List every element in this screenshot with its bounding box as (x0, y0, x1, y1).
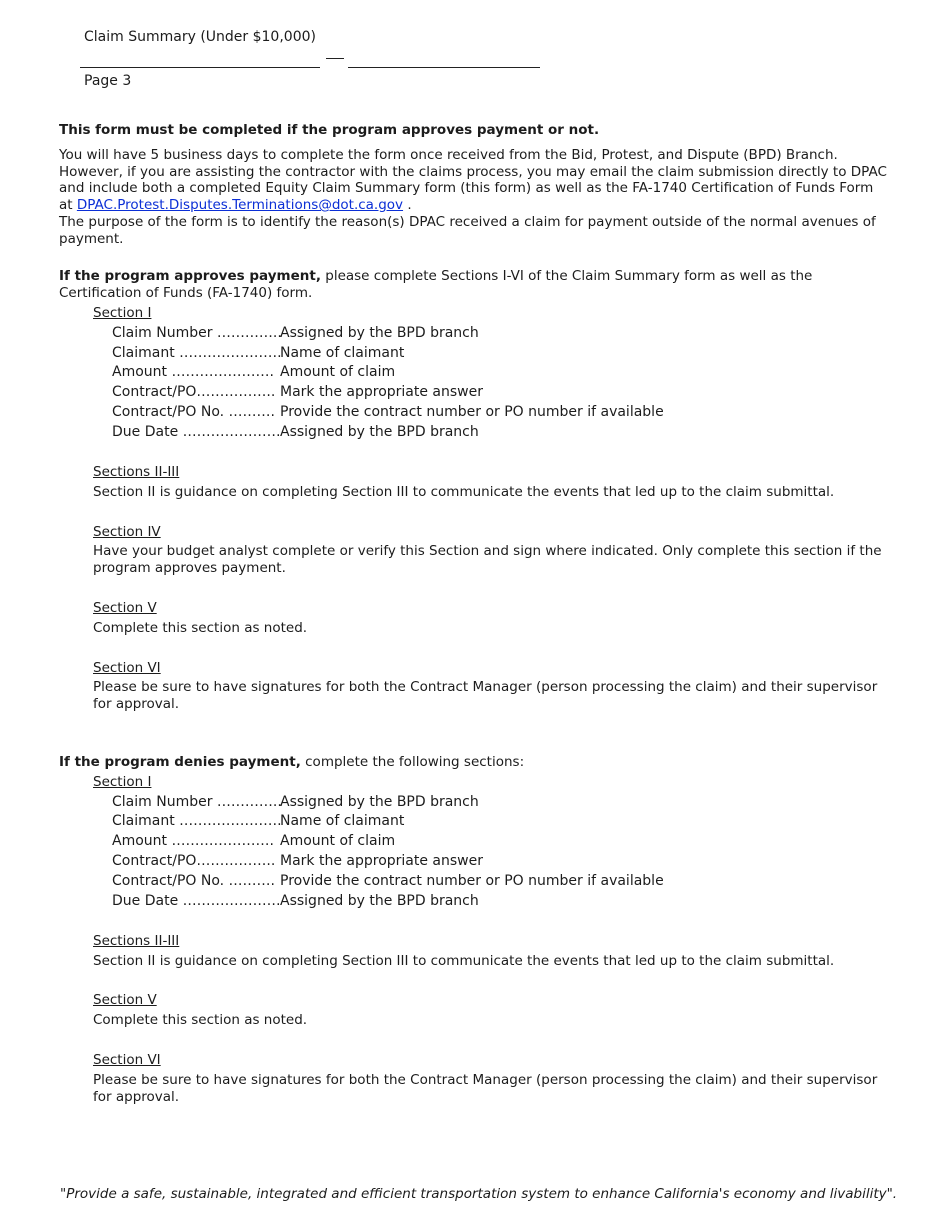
intro-paragraph (59, 147, 889, 214)
approves-sections-2-3-text: Section II is guidance on completing Section III to communicate the events that led up to the claim submittal. (93, 484, 835, 500)
item-desc: Provide the contract number or PO number if available (280, 404, 664, 420)
item-desc: Assigned by the BPD branch (280, 794, 479, 810)
denies-lead (59, 754, 889, 771)
item-label: Claimant …………………. (112, 345, 282, 361)
denies-section6-title: Section VI (93, 1052, 161, 1068)
item-label: Amount …………………. (112, 364, 274, 380)
denies-section5-title: Section V (93, 992, 157, 1008)
approves-section4-text: Have your budget analyst complete or verify this Section and sign where indicated. Only complete this section if the program approves payment. (93, 543, 882, 576)
denies-lead-text: complete the following sections: (300, 754, 525, 770)
approves-section6-text: Please be sure to have signatures for both the Contract Manager (person processing the claim) and their supervisor for approval. (93, 679, 878, 712)
item-label: Contract/PO…………….. (112, 384, 276, 400)
purpose-paragraph: The purpose of the form is to identify the reason(s) DPAC received a claim for payment outside of the normal avenues of payment. (59, 214, 876, 247)
denies-section5-text: Complete this section as noted. (93, 1012, 308, 1028)
intro-paragraph-text: You will have 5 business days to complete the form once received from the Bid, Protest, and Dispute (BPD) Branch. However, if you are assisting the contractor with the claims process, you may email the claim submission directly to DPAC and include both a completed Equity Claim Summary form (this form) as well as the FA-1740 Certification of Funds Form at (59, 147, 887, 214)
approves-section1-title: Section I (93, 305, 152, 321)
approves-section5-title: Section V (93, 600, 157, 616)
approves-lead (59, 268, 889, 301)
approves-section5-text: Complete this section as noted. (93, 620, 308, 636)
denies-section1-title: Section I (93, 774, 152, 790)
doc-title: Claim Summary (Under $10,000) (84, 29, 316, 45)
item-label: Amount …………………. (112, 833, 274, 849)
must-complete-note: This form must be completed if the program approves payment or not. (59, 122, 600, 138)
item-desc: Provide the contract number or PO number if available (280, 873, 664, 889)
item-desc: Amount of claim (280, 364, 396, 380)
item-label: Due Date ………………… (112, 893, 281, 909)
item-desc: Name of claimant (280, 345, 405, 361)
item-desc: Mark the appropriate answer (280, 384, 483, 400)
item-label: Claim Number ………….. (112, 794, 282, 810)
denies-sections-2-3-title: Sections II-III (93, 933, 180, 949)
header-rule-right (348, 67, 540, 68)
item-desc: Amount of claim (280, 833, 396, 849)
email-trailer: . (403, 197, 412, 214)
approves-section6-title: Section VI (93, 660, 161, 676)
approves-lead-bold: If the program approves payment, (59, 268, 321, 284)
page-number: Page 3 (84, 73, 132, 89)
denies-section6-text: Please be sure to have signatures for both the Contract Manager (person processing the claim) and their supervisor for approval. (93, 1072, 878, 1105)
dpac-email-link[interactable]: DPAC.Protest.Disputes.Terminations@dot.ca.gov (76, 197, 404, 214)
denies-lead-bold: If the program denies payment, (59, 754, 301, 770)
item-label: Due Date ………………… (112, 424, 281, 440)
item-label: Contract/PO No. ………. (112, 404, 275, 420)
header-dash (326, 58, 344, 59)
denies-sections-2-3-text: Section II is guidance on completing Section III to communicate the events that led up to the claim submittal. (93, 953, 835, 969)
approves-lead-text: please complete Sections I-VI of the Claim Summary form as well as the Certification of Funds (FA-1740) form. (59, 268, 813, 301)
header-rule-left (80, 67, 320, 68)
item-desc: Mark the appropriate answer (280, 853, 483, 869)
approves-sections-2-3-title: Sections II-III (93, 464, 180, 480)
item-desc: Assigned by the BPD branch (280, 325, 479, 341)
item-desc: Name of claimant (280, 813, 405, 829)
item-desc: Assigned by the BPD branch (280, 424, 479, 440)
item-label: Claimant …………………. (112, 813, 282, 829)
approves-section4-title: Section IV (93, 524, 161, 540)
item-desc: Assigned by the BPD branch (280, 893, 479, 909)
item-label: Contract/PO…………….. (112, 853, 276, 869)
item-label: Contract/PO No. ………. (112, 873, 275, 889)
footer-motto: "Provide a safe, sustainable, integrated and efficient transportation system to enhance California's economy and livability". (60, 1186, 898, 1202)
item-label: Claim Number ………….. (112, 325, 282, 341)
